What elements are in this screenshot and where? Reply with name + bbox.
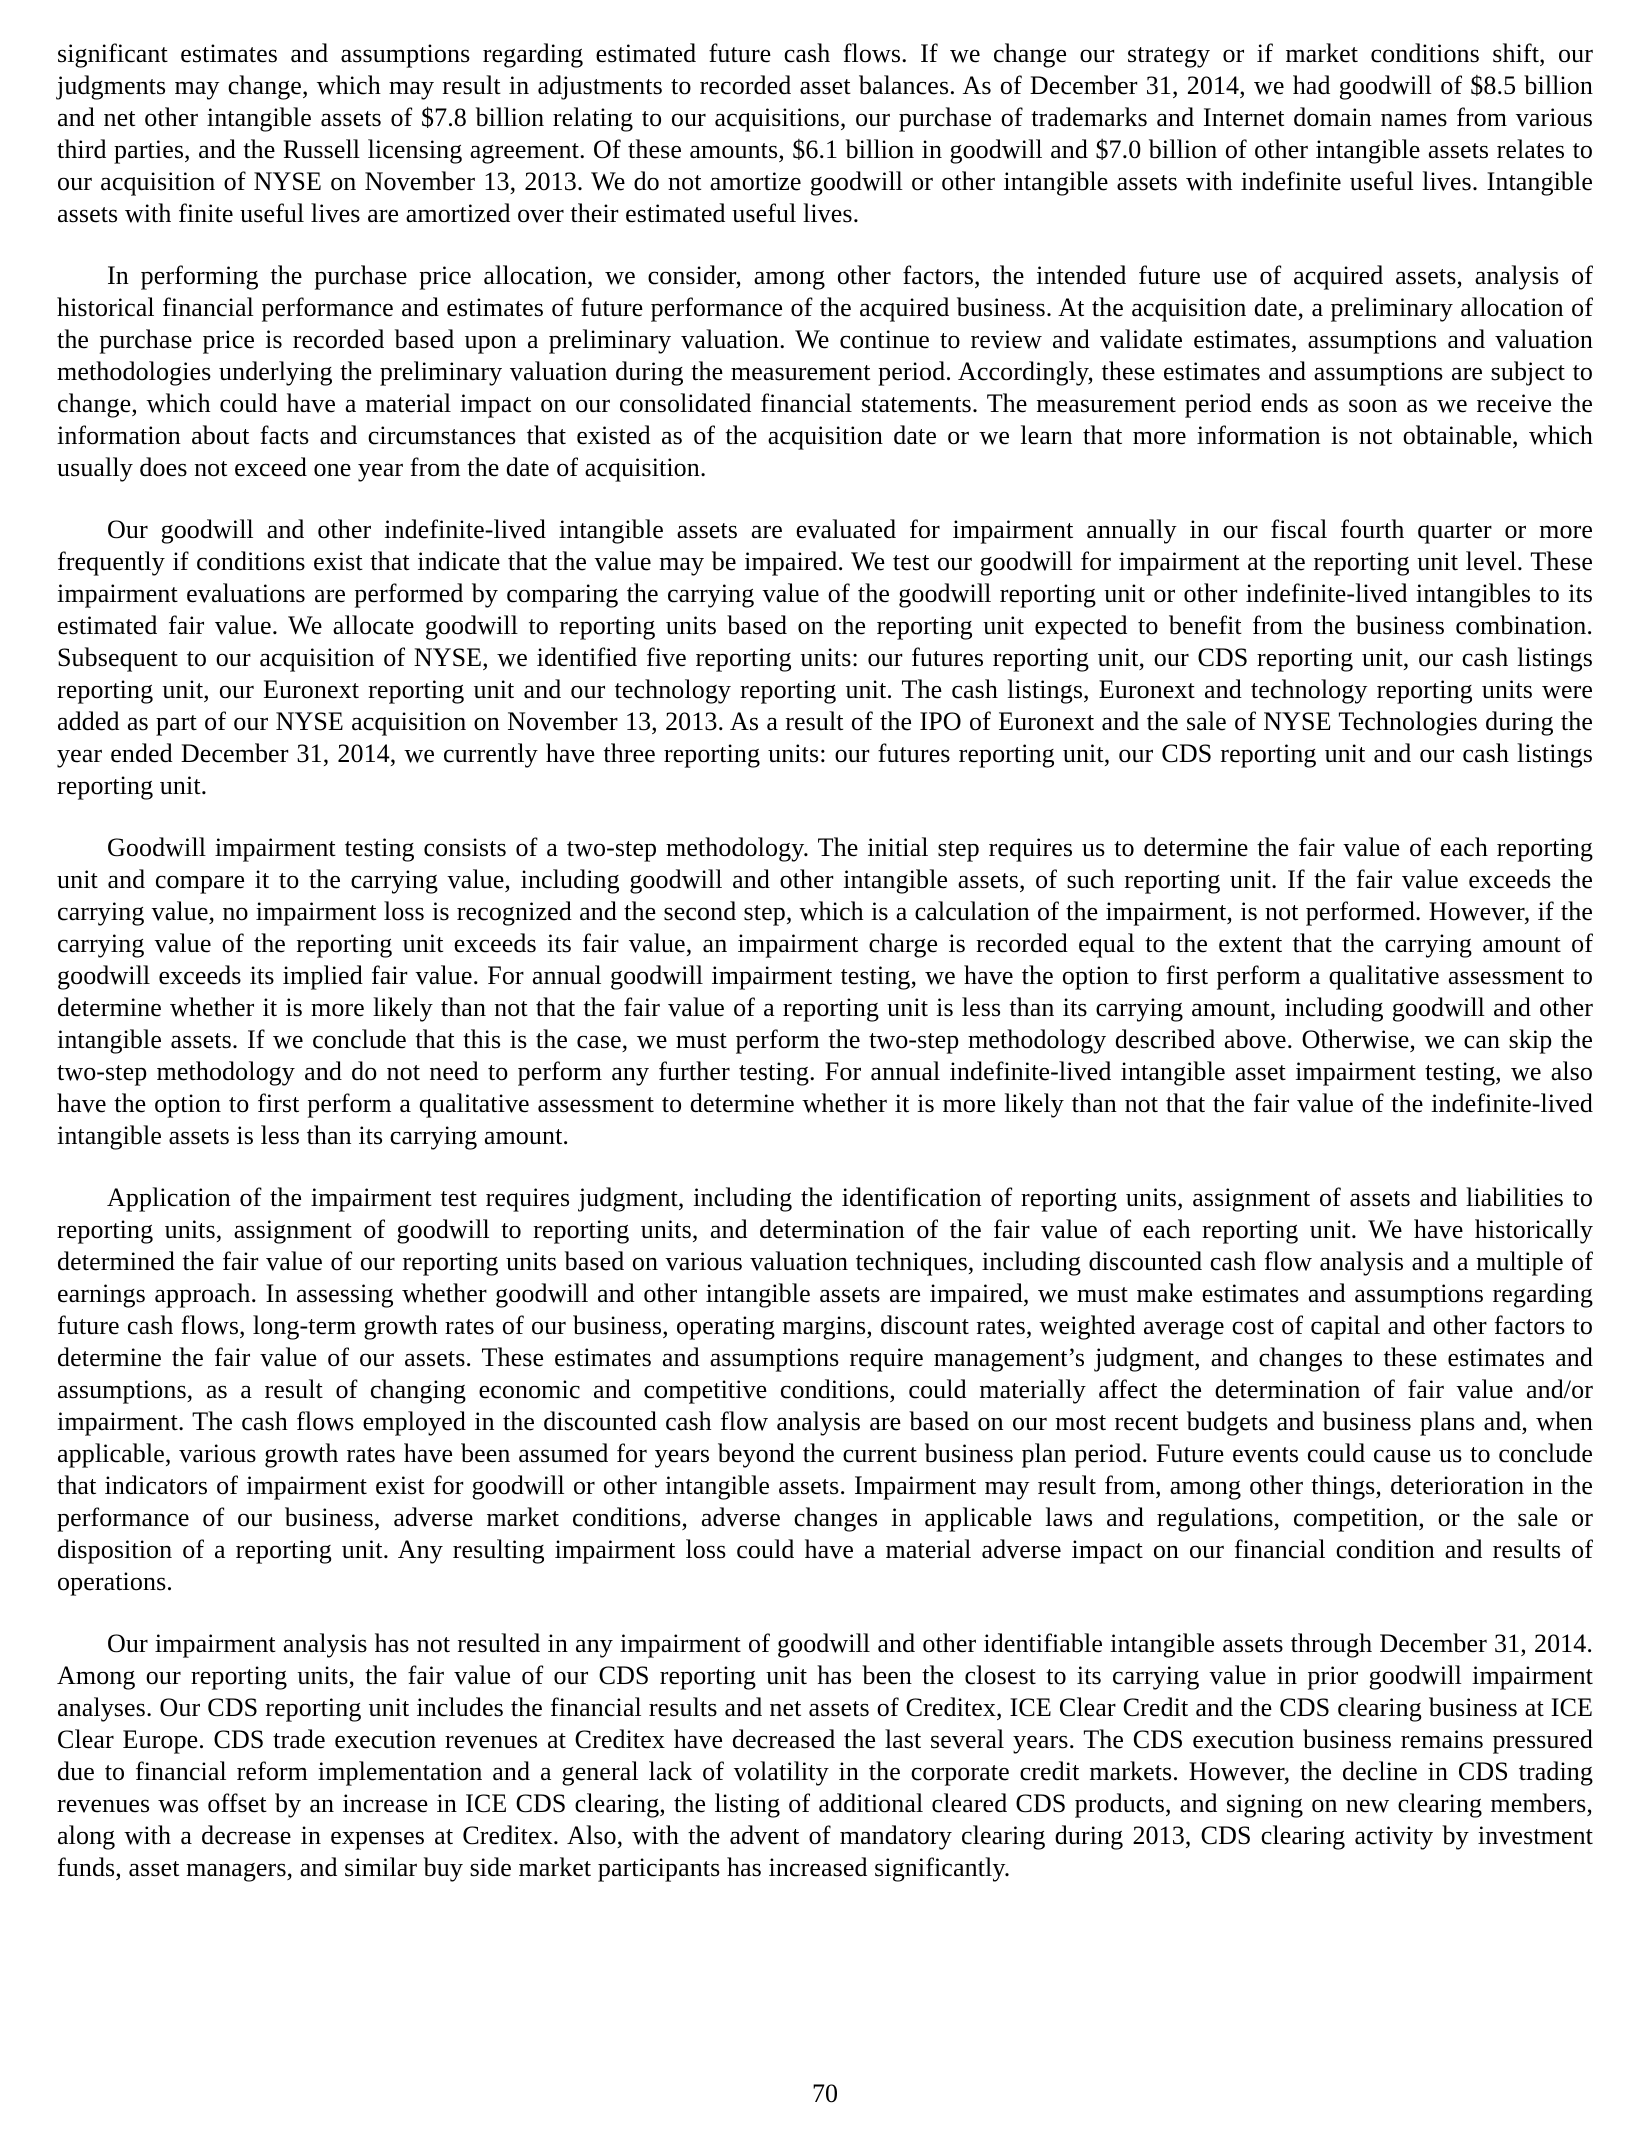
paragraph-continuation: significant estimates and assumptions regarding estimated future cash flows. If we change our strategy or if market conditions shift, our judgments may change, which may result in adjustments to recorded asset balances. As of December 31, 2014, we had goodwill of $8.5 billion and net other intangible assets of $7.8 billion relating to our acquisitions, our purchase of trademarks and Internet domain names from various third parties, and the Russell licensing agreement. Of these amounts, $6.1 billion in goodwill and $7.0 billion of other intangible assets relates to our acquisition of NYSE on November 13, 2013. We do not amortize goodwill or other intangible assets with indefinite useful lives. Intangible assets with finite useful lives are amortized over their estimated useful lives. — [57, 39, 1593, 228]
paragraph-impairment-testing-methodology: Goodwill impairment testing consists of a two-step methodology. The initial step requires us to determine the fair value of each reporting unit and compare it to the carrying value, including goodwill and other intangible assets, of such reporting unit. If the fair value exceeds the carrying value, no impairment loss is recognized and the second step, which is a calculation of the impairment, is not performed. However, if the carrying value of the reporting unit exceeds its fair value, an impairment charge is recorded equal to the extent that the carrying amount of goodwill exceeds its implied fair value. For annual goodwill impairment testing, we have the option to first perform a qualitative assessment to determine whether it is more likely than not that the fair value of a reporting unit is less than its carrying amount, including goodwill and other intangible assets. If we conclude that this is the case, we must perform the two-step methodology described above. Otherwise, we can skip the two-step methodology and do not need to perform any further testing. For annual indefinite-lived intangible asset impairment testing, we also have the option to first perform a qualitative assessment to determine whether it is more likely than not that the fair value of the indefinite-lived intangible assets is less than its carrying amount. — [57, 833, 1593, 1150]
paragraph-goodwill-evaluation: Our goodwill and other indefinite-lived intangible assets are evaluated for impairment annually in our fiscal fourth quarter or more frequently if conditions exist that indicate that the value may be impaired. We test our goodwill for impairment at the reporting unit level. These impairment evaluations are performed by comparing the carrying value of the goodwill reporting unit or other indefinite-lived intangibles to its estimated fair value. We allocate goodwill to reporting units based on the reporting unit expected to benefit from the business combination. Subsequent to our acquisition of NYSE, we identified five reporting units: our futures reporting unit, our CDS reporting unit, our cash listings reporting unit, our Euronext reporting unit and our technology reporting unit. The cash listings, Euronext and technology reporting units were added as part of our NYSE acquisition on November 13, 2013. As a result of the IPO of Euronext and the sale of NYSE Technologies during the year ended December 31, 2014, we currently have three reporting units: our futures reporting unit, our CDS reporting unit and our cash listings reporting unit. — [57, 515, 1593, 800]
page-number: 70 — [812, 2079, 838, 2108]
paragraph-impairment-test-judgment: Application of the impairment test requires judgment, including the identification of reporting units, assignment of assets and liabilities to reporting units, assignment of goodwill to reporting units, and determination of the fair value of each reporting unit. We have historically determined the fair value of our reporting units based on various valuation techniques, including discounted cash flow analysis and a multiple of earnings approach. In assessing whether goodwill and other intangible assets are impaired, we must make estimates and assumptions regarding future cash flows, long-term growth rates of our business, operating margins, discount rates, weighted average cost of capital and other factors to determine the fair value of our assets. These estimates and assumptions require management’s judgment, and changes to these estimates and assumptions, as a result of changing economic and competitive conditions, could materially affect the determination of fair value and/or impairment. The cash flows employed in the discounted cash flow analysis are based on our most recent budgets and business plans and, when applicable, various growth rates have been assumed for years beyond the current business plan period. Future events could cause us to conclude that indicators of impairment exist for goodwill or other intangible assets. Impairment may result from, among other things, deterioration in the performance of our business, adverse market conditions, adverse changes in applicable laws and regulations, competition, or the sale or disposition of a reporting unit. Any resulting impairment loss could have a material adverse impact on our financial condition and results of operations. — [57, 1183, 1593, 1596]
paragraph-purchase-price-allocation: In performing the purchase price allocation, we consider, among other factors, the intended future use of acquired assets, analysis of historical financial performance and estimates of future performance of the acquired business. At the acquisition date, a preliminary allocation of the purchase price is recorded based upon a preliminary valuation. We continue to review and validate estimates, assumptions and valuation methodologies underlying the preliminary valuation during the measurement period. Accordingly, these estimates and assumptions are subject to change, which could have a material impact on our consolidated financial statements. The measurement period ends as soon as we receive the information about facts and circumstances that existed as of the acquisition date or we learn that more information is not obtainable, which usually does not exceed one year from the date of acquisition. — [57, 261, 1593, 482]
paragraph-impairment-analysis-results: Our impairment analysis has not resulted in any impairment of goodwill and other identifiable intangible assets through December 31, 2014. Among our reporting units, the fair value of our CDS reporting unit has been the closest to its carrying value in prior goodwill impairment analyses. Our CDS reporting unit includes the financial results and net assets of Creditex, ICE Clear Credit and the CDS clearing business at ICE Clear Europe. CDS trade execution revenues at Creditex have decreased the last several years. The CDS execution business remains pressured due to financial reform implementation and a general lack of volatility in the corporate credit markets. However, the decline in CDS trading revenues was offset by an increase in ICE CDS clearing, the listing of additional cleared CDS products, and signing on new clearing members, along with a decrease in expenses at Creditex. Also, with the advent of mandatory clearing during 2013, CDS clearing activity by investment funds, asset managers, and similar buy side market participants has increased significantly. — [57, 1629, 1593, 1882]
